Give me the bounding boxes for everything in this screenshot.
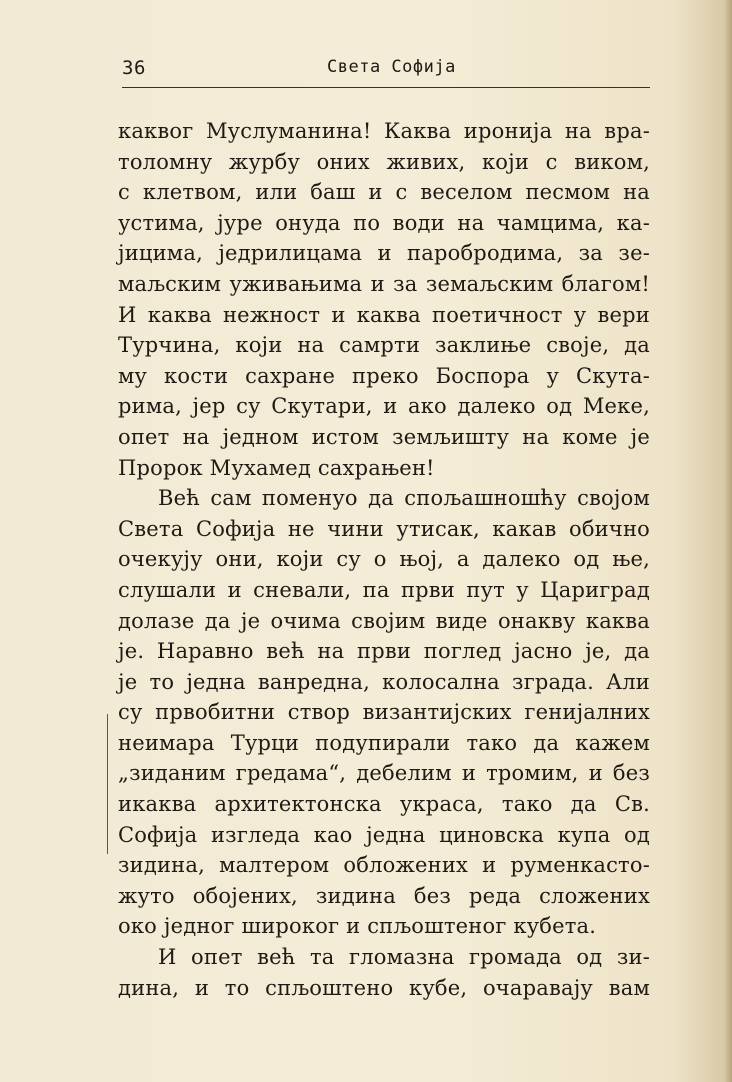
body-text: [118, 116, 650, 1003]
running-head: [122, 55, 650, 88]
text-line: долазе да је очима својим виде онакву каква: [118, 608, 650, 633]
margin-mark: [107, 714, 108, 854]
text-line: „зиданим гредама“, дебелим и тромим, и без: [118, 761, 650, 786]
text-line: икаква архитектонска украса, тако да Св.: [118, 792, 650, 817]
paragraph-first-line: И опет већ та гломазна громада од зи-: [158, 945, 650, 970]
text-line: каквог Муслуманина! Каква иронија на вра-: [118, 119, 650, 143]
text-line: зидина, малтером обложених и руменкасто-: [118, 853, 650, 878]
text-line: слушали и сневали, па први пут у Цариград: [118, 577, 650, 602]
text-line: су првобитни створ византијских генијалних: [118, 700, 650, 725]
page-title: Света Софија: [327, 57, 456, 77]
page-number: 36: [122, 57, 146, 79]
text-line: очекују они, који су о њој, а далеко од ње,: [118, 547, 650, 572]
text-line: је. Наравно већ на први поглед јасно је, да: [118, 639, 650, 664]
text-line: опет на једном истом земљишту на коме је: [118, 424, 650, 449]
text-line: неимара Турци подупирали тако да кажем: [118, 730, 650, 755]
text-line: с клетвом, или баш и с веселом песмом на: [118, 180, 650, 205]
text-line: жуто обојених, зидина без реда сложених: [118, 883, 650, 908]
text-line: Софија изгледа као једна циновска купа од: [118, 822, 650, 847]
text-line: Света Софија не чини утисак, какав обично: [118, 516, 650, 541]
text-line: Пророк Мухамед сахрањен!: [118, 455, 435, 480]
text-line: устима, јуре онуда по води на чамцима, ка-: [118, 210, 650, 235]
page-edge-shadow: [724, 0, 732, 1082]
text-line: маљским уживањима и за земаљским благом!: [118, 271, 650, 296]
text-line: дина, и то спљоштено кубе, очаравају вам: [118, 975, 650, 1000]
text-line: око једног широког и спљоштеног кубета.: [118, 914, 597, 939]
text-line: је то једна ванредна, колосална зграда. Али: [118, 669, 650, 694]
text-line: јицима, једрилицама и паробродима, за зе-: [118, 241, 650, 266]
text-line: Турчина, који на самрти заклиње своје, да: [118, 333, 650, 358]
text-line: И каква нежност и каква поетичност у вери: [118, 302, 650, 327]
text-line: му кости сахране преко Боспора у Скута-: [118, 363, 650, 388]
text-line: толомну журбу оних живих, који с виком,: [118, 149, 650, 174]
text-line: рима, јер су Скутари, и ако далеко од Меке,: [118, 394, 650, 419]
paragraph-first-line: Већ сам поменуо да спољашношћу својом: [158, 486, 650, 511]
